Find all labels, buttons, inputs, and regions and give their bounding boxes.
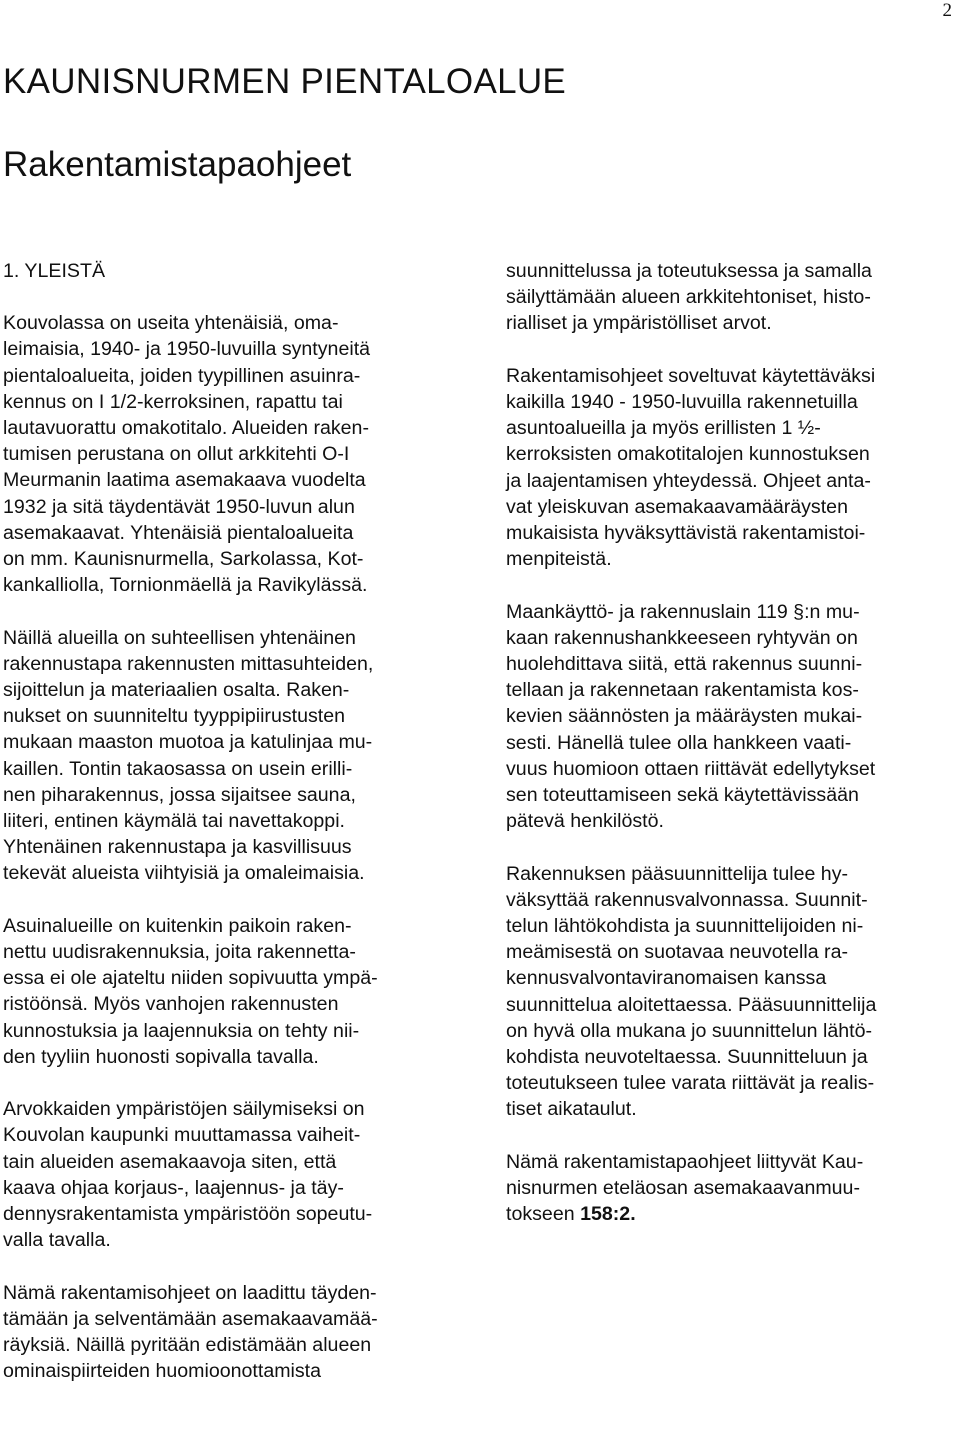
paragraph-line: mukaan maaston muotoa ja katulinjaa mu- bbox=[3, 731, 373, 754]
paragraph-line: nettu uudisrakennuksia, joita rakennetta- bbox=[3, 941, 356, 964]
paragraph-line: kaan rakennushankkeeseen ryhtyvän on bbox=[506, 626, 858, 649]
plan-reference-number: 158:2. bbox=[580, 1203, 636, 1226]
paragraph-line: on mm. Kaunisnurmella, Sarkolassa, Kot- bbox=[3, 548, 364, 571]
paragraph bbox=[3, 625, 473, 887]
paragraph-line: tiset aikataulut. bbox=[506, 1098, 637, 1121]
paragraph-line: asuntoalueilla ja myös erillisten 1 ½- bbox=[506, 417, 821, 440]
paragraph-line: vuus huomioon ottaen riittävät edellytykset bbox=[506, 757, 876, 780]
paragraph-line: nisnurmen eteläosan asemakaavanmuu- bbox=[506, 1177, 860, 1200]
line-text: tokseen bbox=[506, 1203, 581, 1226]
paragraph-line: nen piharakennus, jossa sijaitsee sauna, bbox=[3, 783, 356, 806]
paragraph-line: menpiteistä. bbox=[506, 548, 612, 571]
right-paragraphs bbox=[506, 258, 958, 1123]
paragraph-line: Rakennuksen pääsuunnittelija tulee hy- bbox=[506, 862, 849, 885]
paragraph-line: meämisestä on suotavaa neuvotella ra- bbox=[506, 941, 848, 964]
paragraph-line: Asuinalueille on kuitenkin paikoin raken- bbox=[3, 914, 352, 937]
paragraph-line: mukaisista hyväksyttävistä rakentamistoi- bbox=[506, 522, 866, 545]
paragraph-line: liiteri, entinen käymälä tai navettakoppi. bbox=[3, 810, 345, 833]
paragraph-line: pientaloalueita, joiden tyypillinen asuinra- bbox=[3, 364, 361, 387]
paragraph-line: kohdista neuvoteltaessa. Suunnitteluun ja bbox=[506, 1046, 868, 1069]
page-number: 2 bbox=[942, 0, 952, 21]
closing-paragraph bbox=[506, 1149, 958, 1228]
paragraph-line: essa ei ole ajateltu niiden sopivuutta ympä- bbox=[3, 967, 378, 990]
paragraph-line: Nämä rakentamistapaohjeet liittyvät Kau- bbox=[506, 1150, 864, 1173]
paragraph-line: huolehdittava siitä, että rakennus suunni- bbox=[506, 653, 863, 676]
paragraph-line: Kouvolassa on useita yhtenäisiä, oma- bbox=[3, 312, 339, 335]
paragraph-line: pätevä henkilöstö. bbox=[506, 810, 664, 833]
paragraph-line: tekevät alueista viihtyisiä ja omaleimaisia. bbox=[3, 862, 365, 885]
paragraph-line: sen toteuttamiseen sekä käytettävissään bbox=[506, 784, 859, 807]
left-column bbox=[3, 258, 473, 1411]
paragraph-line: dennysrakentamista ympäristöön sopeutu- bbox=[3, 1203, 373, 1226]
paragraph-line: Maankäyttö- ja rakennuslain 119 §:n mu- bbox=[506, 600, 860, 623]
paragraph-line: telun lähtökohdista ja suunnittelijoiden ni- bbox=[506, 915, 864, 938]
paragraph-line: asemakaavat. Yhtenäisiä pientaloalueita bbox=[3, 521, 354, 544]
paragraph-line: kaikilla 1940 - 1950-luvuilla rakennetuilla bbox=[506, 391, 858, 413]
paragraph-line: kevien säännösten ja määräysten mukai- bbox=[506, 705, 863, 728]
paragraph bbox=[506, 599, 958, 835]
document-subtitle: Rakentamistapaohjeet bbox=[3, 145, 352, 184]
paragraph-line: vat yleiskuvan asemakaavamääräysten bbox=[506, 495, 848, 518]
paragraph-line: Näillä alueilla on suhteellisen yhtenäinen bbox=[3, 626, 356, 649]
paragraph-line: suunnittelua aloitettaessa. Pääsuunnittelija bbox=[506, 993, 877, 1016]
paragraph-line: kaava ohjaa korjaus-, laajennus- ja täy- bbox=[3, 1176, 344, 1199]
paragraph-line: tumisen perustana on ollut arkkitehti O-I bbox=[3, 443, 350, 466]
paragraph bbox=[3, 310, 473, 598]
paragraph-line: kaillen. Tontin takaosassa on usein erilli- bbox=[3, 757, 353, 780]
paragraph-line: suunnittelussa ja toteutuksessa ja samalla bbox=[506, 260, 872, 282]
document-title: KAUNISNURMEN PIENTALOALUE bbox=[3, 62, 567, 101]
paragraph-line: on hyvä olla mukana jo suunnittelun lähtö- bbox=[506, 1019, 872, 1042]
paragraph bbox=[3, 1280, 473, 1385]
paragraph-line: rialliset ja ympäristölliset arvot. bbox=[506, 312, 772, 335]
paragraph-line: räyksiä. Näillä pyritään edistämään alueen bbox=[3, 1334, 372, 1357]
paragraph-line: 1932 ja sitä täydentävät 1950-luvun alun bbox=[3, 495, 355, 518]
paragraph-line: väksyttää rakennusvalvonnassa. Suunnit- bbox=[506, 888, 868, 911]
paragraph-line: tämään ja selventämään asemakaavamää- bbox=[3, 1307, 378, 1330]
paragraph bbox=[3, 913, 473, 1070]
paragraph-line: tain alueiden asemakaavoja siten, että bbox=[3, 1150, 337, 1173]
paragraph-line: kerroksisten omakotitalojen kunnostuksen bbox=[506, 443, 870, 466]
paragraph-line bbox=[506, 1201, 958, 1227]
paragraph bbox=[506, 363, 958, 573]
section-heading: 1. YLEISTÄ bbox=[3, 260, 106, 282]
paragraph-line: lautavuorattu omakotitalo. Alueiden raken- bbox=[3, 417, 369, 440]
paragraph-line: kennus on I 1/2-kerroksinen, rapattu tai bbox=[3, 390, 343, 413]
paragraph-line: ja laajentamisen yhteydessä. Ohjeet anta- bbox=[506, 469, 871, 492]
paragraph-line: Kouvolan kaupunki muuttamassa vaiheit- bbox=[3, 1124, 361, 1147]
paragraph-line: sesti. Hänellä tulee olla hankkeen vaati- bbox=[506, 731, 852, 754]
paragraph-line: kennusvalvontaviranomaisen kanssa bbox=[506, 967, 827, 990]
paragraph bbox=[506, 258, 958, 337]
paragraph-line: Arvokkaiden ympäristöjen säilymiseksi on bbox=[3, 1098, 365, 1121]
paragraph-line: den tyyliin huonosti sopivalla tavalla. bbox=[3, 1045, 319, 1068]
left-paragraphs bbox=[3, 310, 473, 1384]
paragraph-line: ominaispiirteiden huomioonottamista bbox=[3, 1360, 322, 1383]
paragraph bbox=[3, 1096, 473, 1253]
right-column bbox=[506, 258, 958, 1254]
paragraph-line: leimaisia, 1940- ja 1950-luvuilla syntyneitä bbox=[3, 338, 371, 361]
paragraph bbox=[506, 861, 958, 1123]
paragraph-line: Meurmanin laatima asemakaava vuodelta bbox=[3, 469, 366, 492]
paragraph-line: Rakentamisohjeet soveltuvat käytettäväksi bbox=[506, 364, 876, 387]
paragraph-line: säilyttämään alueen arkkitehtoniset, histo- bbox=[506, 286, 871, 309]
paragraph-line: Yhtenäinen rakennustapa ja kasvillisuus bbox=[3, 836, 352, 859]
paragraph-line: valla tavalla. bbox=[3, 1229, 111, 1252]
paragraph-line: sijoittelun ja materiaalien osalta. Raken- bbox=[3, 679, 350, 702]
paragraph-line: kankalliolla, Tornionmäellä ja Ravikylässä. bbox=[3, 574, 368, 597]
paragraph-line: ristöönsä. Myös vanhojen rakennusten bbox=[3, 993, 339, 1016]
paragraph-line: tellaan ja rakennetaan rakentamista kos- bbox=[506, 679, 859, 702]
paragraph-line: Nämä rakentamisohjeet on laadittu täyden- bbox=[3, 1281, 377, 1304]
paragraph-line: rakennustapa rakennusten mittasuhteiden, bbox=[3, 652, 374, 675]
paragraph-line: nukset on suunniteltu tyyppipiirustusten bbox=[3, 705, 346, 728]
paragraph-line: kunnostuksia ja laajennuksia on tehty nii- bbox=[3, 1019, 360, 1042]
paragraph-line: toteutukseen tulee varata riittävät ja realis- bbox=[506, 1072, 875, 1095]
